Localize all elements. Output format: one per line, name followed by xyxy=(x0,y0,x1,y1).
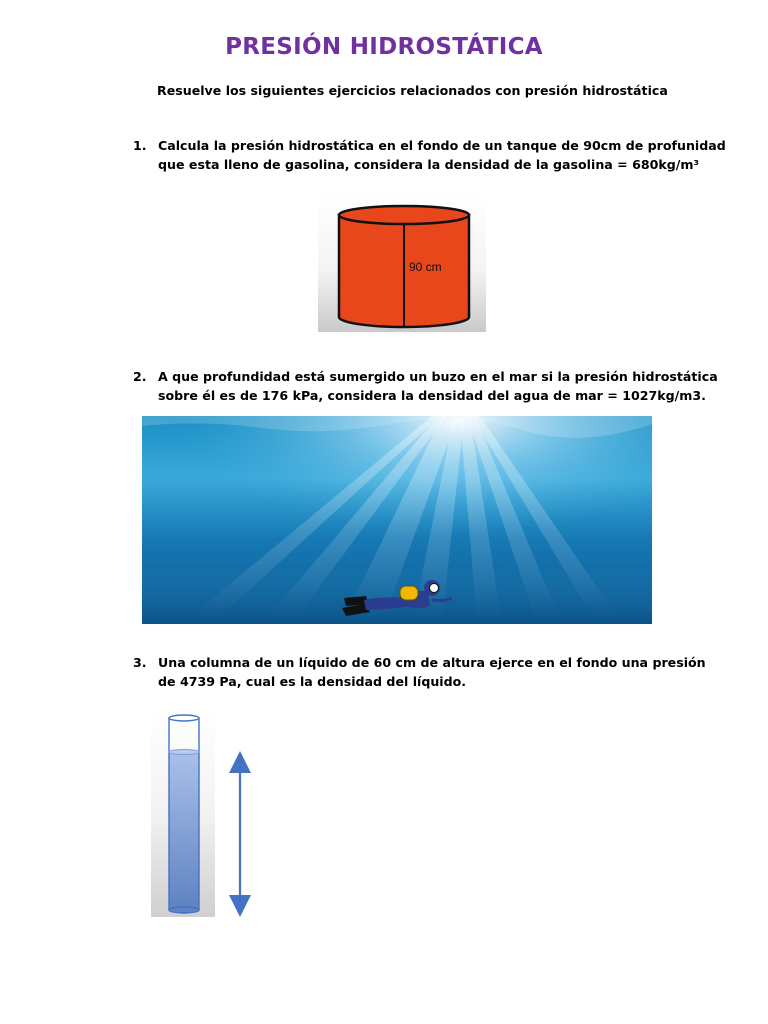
tank-illustration xyxy=(318,193,486,332)
exercise-number: 1. xyxy=(133,138,147,153)
exercise-text-line: A que profundidad está sumergido un buzo en el mar si la presión hidrostática xyxy=(158,369,718,384)
exercise-number: 2. xyxy=(133,369,147,384)
exercise-text-line: de 4739 Pa, cual es la densidad del líquido. xyxy=(158,674,467,689)
exercise-1 xyxy=(133,136,726,174)
exercise-number: 3. xyxy=(133,655,147,670)
exercise-text-line: Una columna de un líquido de 60 cm de altura ejerce en el fondo una presión xyxy=(158,655,706,670)
liquid-column-illustration xyxy=(151,712,251,917)
page-title: PRESIÓN HIDROSTÁTICA xyxy=(225,34,543,60)
exercise-2 xyxy=(133,367,718,405)
exercise-text-line: que esta lleno de gasolina, considera la densidad de la gasolina = 680kg/m³ xyxy=(158,157,700,172)
underwater-illustration xyxy=(142,416,652,624)
exercise-text-line: sobre él es de 176 kPa, considera la densidad del agua de mar = 1027kg/m3. xyxy=(158,388,706,403)
exercise-text-line: Calcula la presión hidrostática en el fondo de un tanque de 90cm de profunidad xyxy=(158,138,726,153)
depth-label: 90 cm xyxy=(409,260,442,274)
instructions: Resuelve los siguientes ejercicios relacionados con presión hidrostática xyxy=(157,83,668,98)
exercise-3 xyxy=(133,653,706,691)
